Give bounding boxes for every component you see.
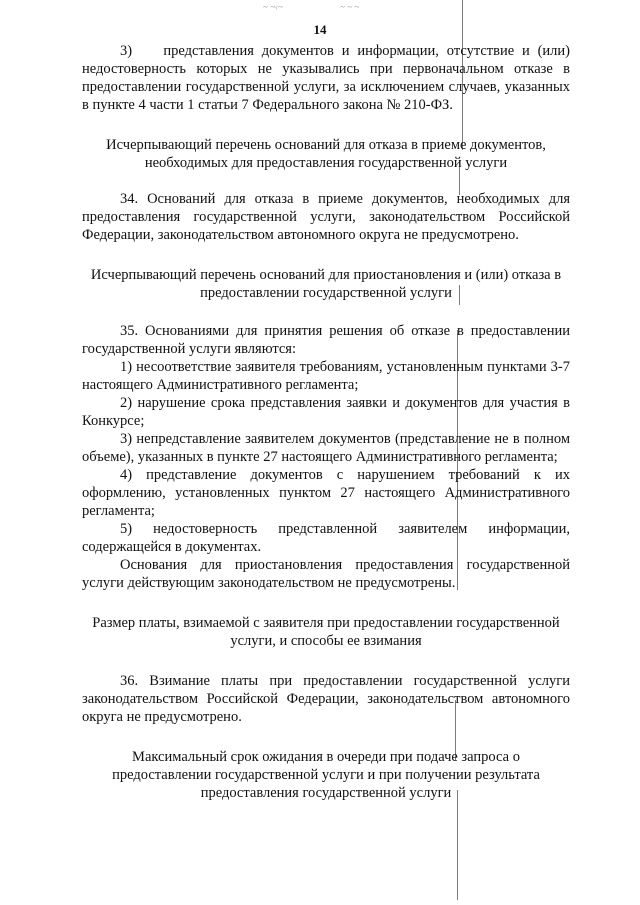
paragraph-35: 35. Основаниями для принятия решения об отказе в предоставлении государственной услуги являются:: [82, 323, 570, 357]
paragraph-36: 36. Взимание платы при предоставлении государственной услуги законодательством Российской Федерации, законодательством автономного округа не предусмотрено.: [82, 673, 570, 725]
page-number: 14: [313, 22, 327, 37]
section-heading-suspension-refusal: Исчерпывающий перечень оснований для приостановления и (или) отказа в предоставлении государственной услуги: [90, 267, 562, 301]
paragraph-35-item-4: 4) представление документов с нарушением требований к их оформлению, установленных пунктом 27 настоящего Административного регламента;: [82, 467, 570, 519]
handwritten-mark: ~ ~‹~: [263, 2, 283, 12]
paragraph-35-suspension: Основания для приостановления предоставления государственной услуги действующим законодательством не предусмотрены.: [82, 557, 570, 591]
paragraph-34: 34. Оснований для отказа в приеме документов, необходимых для предоставления государственной услуги, законодательством Российской Федерации, законодательством автономного округа не предусмотрено.: [82, 191, 570, 243]
section-heading-fee: Размер платы, взимаемой с заявителя при предоставлении государственной услуги, и способы ее взимания: [92, 615, 560, 649]
handwritten-mark: ~ ~ ~: [340, 2, 360, 12]
section-heading-refusal-acceptance: Исчерпывающий перечень оснований для отказа в приеме документов, необходимых для предоставления государственной услуги: [106, 137, 546, 171]
paragraph-35-item-5: 5) недостоверность представленной заявителем информации, содержащейся в документах.: [82, 521, 570, 555]
document-body: [82, 42, 570, 802]
paragraph-35-item-1: 1) несоответствие заявителя требованиям, установленным пунктами 3-7 настоящего Административного регламента;: [82, 359, 570, 393]
paragraph-35-item-2: 2) нарушение срока представления заявки и документов для участия в Конкурсе;: [82, 395, 570, 429]
paragraph-35-item-3: 3) непредставление заявителем документов (представление не в полном объеме), указанных в пункте 27 настоящего Административного регламента;: [82, 431, 570, 465]
scan-line: [457, 790, 458, 900]
section-heading-queue-time: Максимальный срок ожидания в очереди при подаче запроса о предоставлении государственной услуги и при получении результата предоставления государственной услуги: [112, 749, 540, 801]
paragraph-item-3: 3) представления документов и информации, отсутствие и (или) недостоверность которых не указывались при первоначальном отказе в предоставлении государственной услуги, за исключением случаев, указанных в пункте 4 части 1 статьи 7 Федерального закона № 210-ФЗ.: [82, 43, 570, 113]
